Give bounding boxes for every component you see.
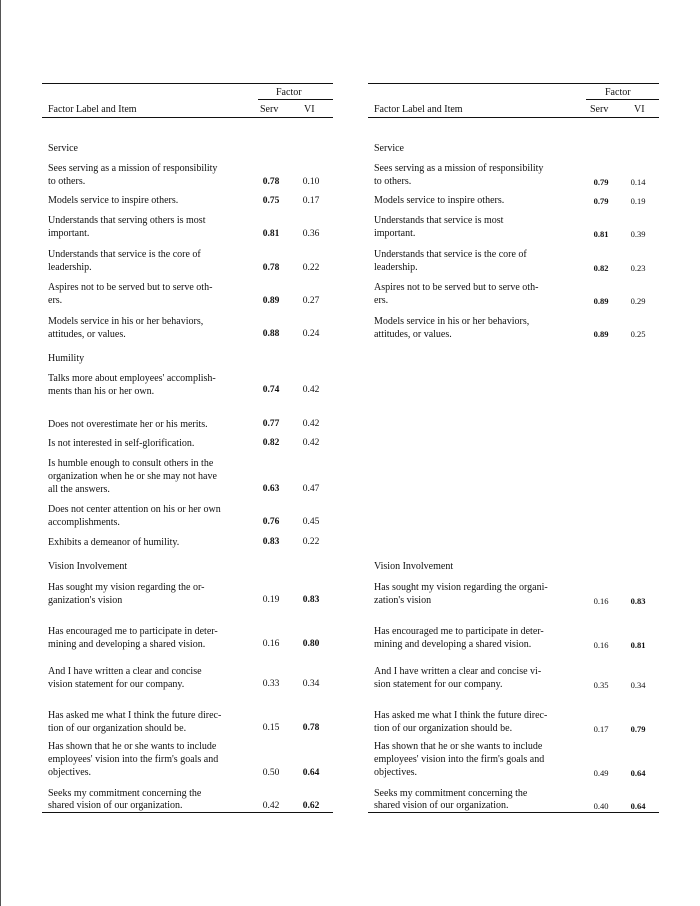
right-row-6-serv: 0.16 xyxy=(593,596,609,606)
left-row-14-serv: 0.33 xyxy=(262,679,280,689)
left-factor-header: Factor xyxy=(276,87,302,98)
right-row-10-serv: 0.49 xyxy=(593,768,609,778)
left-top-rule xyxy=(42,83,333,84)
left-row-3-line1: Understands that service is the core of xyxy=(48,249,201,260)
right-row-3-vi: 0.23 xyxy=(630,263,646,273)
right-col-vi-header: VI xyxy=(634,104,645,115)
right-row-7-serv: 0.16 xyxy=(593,640,609,650)
left-row-14-vi: 0.34 xyxy=(302,679,320,689)
left-row-6-line2: ments than his or her own. xyxy=(48,386,155,397)
right-row-0-line2: to others. xyxy=(374,176,412,187)
right-row-5-vi: 0.25 xyxy=(630,329,646,339)
right-row-4-line2: ers. xyxy=(374,295,389,306)
left-row-13-vi: 0.80 xyxy=(302,639,320,649)
left-row-10-line2: accomplishments. xyxy=(48,517,120,528)
right-row-5-line2: attitudes, or values. xyxy=(374,329,452,340)
right-row-10-vi: 0.64 xyxy=(630,768,646,778)
left-row-4-line1: Aspires not to be served but to serve oth- xyxy=(48,282,213,293)
right-row-4-serv: 0.89 xyxy=(593,296,609,306)
left-row-6-vi: 0.42 xyxy=(302,385,320,395)
left-row-9-line3: all the answers. xyxy=(48,484,110,495)
left-row-11-vi: 0.22 xyxy=(302,537,320,547)
left-header-rule xyxy=(42,117,333,118)
left-row-8-serv: 0.82 xyxy=(262,438,280,448)
left-row-9-line1: Is humble enough to consult others in the xyxy=(48,458,214,469)
left-row-4-serv: 0.89 xyxy=(262,296,280,306)
left-section-humility: Humility xyxy=(48,353,85,364)
left-row-10-line1: Does not center attention on his or her own xyxy=(48,504,221,515)
right-row-11-line1: Seeks my commitment concerning the xyxy=(374,788,528,799)
right-row-11-serv: 0.40 xyxy=(593,801,609,811)
left-row-16-line3: objectives. xyxy=(48,767,92,778)
left-row-1-vi: 0.17 xyxy=(302,196,320,206)
right-row-10-line3: objectives. xyxy=(374,767,418,778)
right-section-service: Service xyxy=(374,143,404,154)
left-factor-underline xyxy=(258,99,333,100)
left-section-service: Service xyxy=(48,143,78,154)
right-row-0-line1: Sees serving as a mission of responsibility xyxy=(374,163,544,174)
right-factor-underline xyxy=(586,99,659,100)
left-row-12-vi: 0.83 xyxy=(302,595,320,605)
left-bottom-rule xyxy=(42,812,333,813)
right-row-2-vi: 0.39 xyxy=(630,229,646,239)
left-row-11-serv: 0.83 xyxy=(262,537,280,547)
left-row-5-serv: 0.88 xyxy=(262,329,280,339)
left-row-3-serv: 0.78 xyxy=(262,263,280,273)
right-row-0-vi: 0.14 xyxy=(630,177,646,187)
right-section-vision: Vision Involvement xyxy=(374,561,454,572)
left-row-3-vi: 0.22 xyxy=(302,263,320,273)
right-bottom-rule xyxy=(368,812,659,813)
right-row-9-line2: tion of our organization should be. xyxy=(374,723,513,734)
right-row-0-serv: 0.79 xyxy=(593,177,609,187)
left-row-7-serv: 0.77 xyxy=(262,419,280,429)
left-col-serv-header: Serv xyxy=(260,104,279,115)
left-row-2-serv: 0.81 xyxy=(262,229,280,239)
left-row-14-line2: vision statement for our company. xyxy=(48,679,185,690)
right-row-9-vi: 0.79 xyxy=(630,724,646,734)
right-factor-header: Factor xyxy=(605,87,631,98)
right-row-11-line2: shared vision of our organization. xyxy=(374,800,509,811)
left-row-16-line1: Has shown that he or she wants to include xyxy=(48,741,217,752)
right-header-rule xyxy=(368,117,659,118)
right-col-label-header: Factor Label and Item xyxy=(374,104,463,115)
left-row-17-line1: Seeks my commitment concerning the xyxy=(48,788,202,799)
left-row-12-serv: 0.19 xyxy=(262,595,280,605)
left-row-9-vi: 0.47 xyxy=(302,484,320,494)
left-row-13-line1: Has encouraged me to participate in deter- xyxy=(48,626,218,637)
right-row-8-vi: 0.34 xyxy=(630,680,646,690)
left-row-9-line2: organization when he or she may not have xyxy=(48,471,217,482)
left-row-12-line1: Has sought my vision regarding the or- xyxy=(48,582,205,593)
left-row-17-serv: 0.42 xyxy=(262,801,280,811)
left-col-vi-header: VI xyxy=(304,104,315,115)
left-row-2-line2: important. xyxy=(48,228,90,239)
right-row-5-serv: 0.89 xyxy=(593,329,609,339)
right-row-6-vi: 0.83 xyxy=(630,596,646,606)
right-top-rule xyxy=(368,83,659,84)
right-row-6-line1: Has sought my vision regarding the organi- xyxy=(374,582,548,593)
left-row-16-serv: 0.50 xyxy=(262,768,280,778)
left-row-12-line2: ganization's vision xyxy=(48,595,123,606)
left-row-0-line2: to others. xyxy=(48,176,86,187)
right-row-2-serv: 0.81 xyxy=(593,229,609,239)
right-row-3-line1: Understands that service is the core of xyxy=(374,249,527,260)
right-row-1-line1: Models service to inspire others. xyxy=(374,195,505,206)
right-row-7-line2: mining and developing a shared vision. xyxy=(374,639,532,650)
left-row-10-vi: 0.45 xyxy=(302,517,320,527)
left-col-label-header: Factor Label and Item xyxy=(48,104,137,115)
right-row-1-serv: 0.79 xyxy=(593,196,609,206)
left-row-8-line1: Is not interested in self-glorification. xyxy=(48,438,195,449)
right-row-10-line1: Has shown that he or she wants to include xyxy=(374,741,543,752)
left-row-5-line2: attitudes, or values. xyxy=(48,329,126,340)
left-row-11-line1: Exhibits a demeanor of humility. xyxy=(48,537,180,548)
left-row-3-line2: leadership. xyxy=(48,262,92,273)
right-row-9-line1: Has asked me what I think the future direc- xyxy=(374,710,548,721)
left-row-6-serv: 0.74 xyxy=(262,385,280,395)
left-row-0-vi: 0.10 xyxy=(302,177,320,187)
left-row-9-serv: 0.63 xyxy=(262,484,280,494)
left-row-15-vi: 0.78 xyxy=(302,723,320,733)
left-row-15-serv: 0.15 xyxy=(262,723,280,733)
right-row-9-serv: 0.17 xyxy=(593,724,609,734)
right-row-7-line1: Has encouraged me to participate in deter- xyxy=(374,626,544,637)
left-row-5-line1: Models service in his or her behaviors, xyxy=(48,316,204,327)
right-row-8-line1: And I have written a clear and concise vi- xyxy=(374,666,542,677)
right-row-4-vi: 0.29 xyxy=(630,296,646,306)
left-row-13-line2: mining and developing a shared vision. xyxy=(48,639,206,650)
right-row-11-vi: 0.64 xyxy=(630,801,646,811)
right-row-2-line1: Understands that service is most xyxy=(374,215,504,226)
left-section-vision: Vision Involvement xyxy=(48,561,128,572)
right-row-3-serv: 0.82 xyxy=(593,263,609,273)
left-row-4-vi: 0.27 xyxy=(302,296,320,306)
left-row-1-serv: 0.75 xyxy=(262,196,280,206)
left-row-16-vi: 0.64 xyxy=(302,768,320,778)
right-row-8-serv: 0.35 xyxy=(593,680,609,690)
left-row-15-line1: Has asked me what I think the future direc- xyxy=(48,710,222,721)
left-row-0-serv: 0.78 xyxy=(262,177,280,187)
right-row-3-line2: leadership. xyxy=(374,262,418,273)
left-row-0-line1: Sees serving as a mission of responsibility xyxy=(48,163,218,174)
right-row-10-line2: employees' vision into the firm's goals and xyxy=(374,754,545,765)
left-row-10-serv: 0.76 xyxy=(262,517,280,527)
left-row-15-line2: tion of our organization should be. xyxy=(48,723,187,734)
left-row-2-vi: 0.36 xyxy=(302,229,320,239)
left-row-7-vi: 0.42 xyxy=(302,419,320,429)
left-row-17-line2: shared vision of our organization. xyxy=(48,800,183,811)
left-row-14-line1: And I have written a clear and concise xyxy=(48,666,202,677)
left-row-7-line1: Does not overestimate her or his merits. xyxy=(48,419,208,430)
right-row-5-line1: Models service in his or her behaviors, xyxy=(374,316,530,327)
left-row-1-line1: Models service to inspire others. xyxy=(48,195,179,206)
left-row-5-vi: 0.24 xyxy=(302,329,320,339)
right-col-serv-header: Serv xyxy=(590,104,609,115)
left-row-8-vi: 0.42 xyxy=(302,438,320,448)
left-row-16-line2: employees' vision into the firm's goals and xyxy=(48,754,219,765)
left-row-6-line1: Talks more about employees' accomplish- xyxy=(48,373,216,384)
right-row-2-line2: important. xyxy=(374,228,416,239)
left-row-17-vi: 0.62 xyxy=(302,801,320,811)
right-row-6-line2: zation's vision xyxy=(374,595,432,606)
left-row-2-line1: Understands that serving others is most xyxy=(48,215,206,226)
right-row-7-vi: 0.81 xyxy=(630,640,646,650)
right-row-4-line1: Aspires not to be served but to serve oth- xyxy=(374,282,539,293)
left-row-13-serv: 0.16 xyxy=(262,639,280,649)
left-row-4-line2: ers. xyxy=(48,295,63,306)
right-row-1-vi: 0.19 xyxy=(630,196,646,206)
right-row-8-line2: sion statement for our company. xyxy=(374,679,503,690)
